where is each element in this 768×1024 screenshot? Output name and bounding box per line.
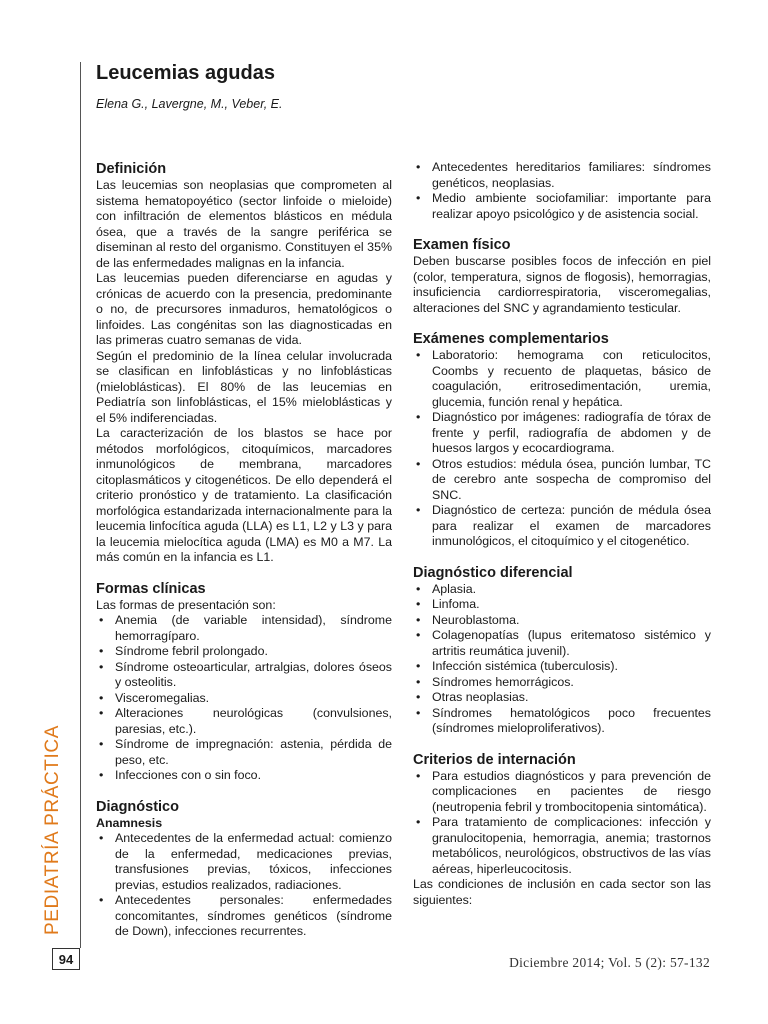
list-item: • Aplasia. [413,582,711,598]
list-item: • Infección sistémica (tuberculosis). [413,659,711,675]
list-item: • Antecedentes personales: enfermedades concomitantes, síndromes genéticos (síndrome de Down), infecciones recurrentes. [96,893,392,940]
list-item: • Síndrome febril prolongado. [96,644,392,660]
list-item: • Alteraciones neurológicas (convulsiones, paresias, etc.). [96,706,392,737]
list-item: • Diagnóstico por imágenes: radiografía de tórax de frente y perfil, radiografía de abdomen y de huesos largos y ecocardiograma. [413,410,711,457]
list-item: • Medio ambiente sociofamiliar: importante para realizar apoyo psicológico y de asistencia social. [413,191,711,222]
section-heading-diferencial: Diagnóstico diferencial [413,564,573,581]
paragraph: La caracterización de los blastos se hace por métodos morfológicos, citoquímicos, marcadores inmunológicos de membrana, marcadores citoplasmáticos y citogenéticos. De ello dependerá el criterio pronóstico y de tratamiento. La clasificación morfológica estandarizada internacionalmente para la leucemia linfocítica aguda (LLA) es L1, L2 y L3 y para la leucemia mielocítica aguda (LMA) es M0 a M7. La más común en la infancia es L1. [96,426,392,564]
list-item: • Infecciones con o sin foco. [96,768,392,784]
bullet-list-diferencial [413,582,711,737]
list-item: • Síndromes hematológicos poco frecuentes (síndromes mieloproliferativos). [413,706,711,737]
bullet-list-anamnesis-cont [413,160,711,222]
section-heading-diagnostico: Diagnóstico [96,798,179,815]
paragraph: Las leucemias pueden diferenciarse en agudas y crónicas de acuerdo con la presencia, predominante o no, de precursores inmaduros, hematológicos o linfoides. Las congénitas son las diagnosticadas en las primeras cuatro semanas de vida. [96,271,392,347]
section-heading-internacion: Criterios de internación [413,751,576,768]
list-item: • Anemia (de variable intensidad), síndrome hemorragíparo. [96,613,392,644]
section-heading-definicion: Definición [96,161,167,177]
margin-rule [80,62,81,948]
list-item: • Neuroblastoma. [413,613,711,629]
left-column [96,160,392,940]
list-item: • Diagnóstico de certeza: punción de médula ósea para realizar el examen de marcadores inmunológicos, el citoquímico y el citogenético. [413,503,711,550]
list-item: • Para tratamiento de complicaciones: infección y granulocitopenia, hemorragia, anemia; trastornos metabólicos, neurológicos, obstructivos de las vías aéreas, hiperleucocitosis. [413,815,711,877]
article-authors: Elena G., Lavergne, M., Veber, E. [96,97,283,111]
list-item: • Otras neoplasias. [413,690,711,706]
section-heading-complementarios: Exámenes complementarios [413,331,609,347]
list-item: • Linfoma. [413,597,711,613]
list-item: • Para estudios diagnósticos y para prevención de complicaciones en pacientes de riesgo (neutropenia febril y trombocitopenia sintomática). [413,769,711,816]
bullet-list-complementarios [413,348,711,550]
list-item: • Síndrome osteoarticular, artralgias, dolores óseos y osteolitis. [96,660,392,691]
list-item: • Síndromes hemorrágicos. [413,675,711,691]
journal-name-vertical: PEDIATRÍA PRÁCTICA [42,725,63,935]
list-item: • Síndrome de impregnación: astenia, pérdida de peso, etc. [96,737,392,768]
right-column [413,160,711,908]
list-item: • Colagenopatías (lupus eritematoso sistémico y artritis reumática juvenil). [413,628,711,659]
list-item: • Otros estudios: médula ósea, punción lumbar, TC de cerebro ante sospecha de compromiso del SNC. [413,457,711,504]
list-item: • Visceromegalias. [96,691,392,707]
section-heading-examen: Examen físico [413,237,511,253]
page-number: 94 [52,948,80,970]
list-item: • Laboratorio: hemograma con reticulocitos, Coombs y recuento de plaquetas, básico de coagulación, eritrosedimentación, uremia, glucemia, función renal y hepática. [413,348,711,410]
list-item: • Antecedentes hereditarios familiares: síndromes genéticos, neoplasias. [413,160,711,191]
bullet-list-formas [96,613,392,784]
bullet-list-anamnesis [96,831,392,940]
paragraph: Deben buscarse posibles focos de infección en piel (color, temperatura, signos de flogosis), hemorragias, insuficiencia cardiorrespiratoria, visceromegalias, alteraciones del SNC y agrandamiento testicular. [413,254,711,315]
subheading-anamnesis: Anamnesis [96,815,163,830]
section-heading-formas: Formas clínicas [96,580,206,597]
article-title: Leucemias agudas [96,62,275,84]
footer-citation: Diciembre 2014; Vol. 5 (2): 57-132 [509,955,710,970]
paragraph: Las condiciones de inclusión en cada sector son las siguientes: [413,877,711,907]
paragraph: Las formas de presentación son: [96,597,276,612]
paragraph: Las leucemias son neoplasias que comprometen al sistema hematopoyético (sector linfoide o mieloide) con infiltración de elementos blásticos en médula ósea, que a través de la sangre periférica se diseminan al resto del organismo. Constituyen el 35% de las enfermedades malignas en la infancia. [96,178,392,270]
paragraph: Según el predominio de la línea celular involucrada se clasifican en linfoblásticas y no linfoblásticas (mieloblásticas). El 80% de las leucemias en Pediatría son linfoblásticas, el 15% mieloblásticas y el 5% indiferenciadas. [96,348,392,425]
list-item: • Antecedentes de la enfermedad actual: comienzo de la enfermedad, medicaciones previas, transfusiones previas, tóxicos, infecciones previas, estudios realizados, radiaciones. [96,831,392,893]
bullet-list-internacion [413,769,711,878]
